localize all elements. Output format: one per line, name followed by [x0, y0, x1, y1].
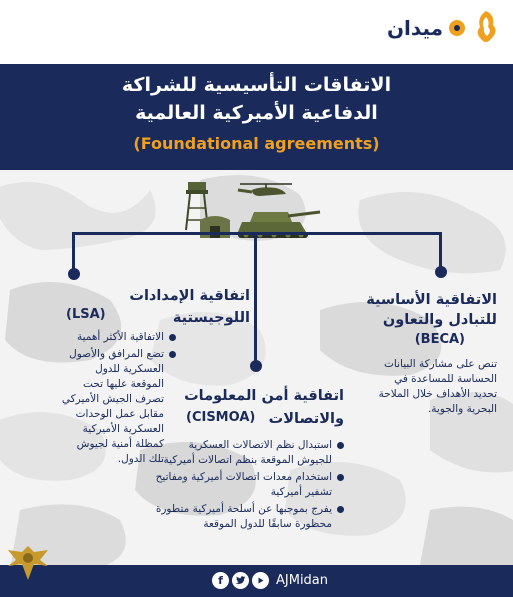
connector-center-vertical — [254, 232, 257, 364]
lsa-heading-2: اللوجيستية — [172, 310, 250, 326]
connector-dot-left — [68, 268, 80, 280]
facebook-icon[interactable]: f — [212, 572, 229, 589]
lsa-heading-1: اتفاقية الإمدادات — [129, 288, 250, 304]
brand-logo[interactable] — [387, 8, 501, 48]
list-item: يفرج بموجبها عن أسلحة أميركية متطورة محظورة سابقًا للدول الموقعة — [152, 502, 344, 532]
social-links — [212, 572, 328, 589]
bullet-icon — [169, 334, 176, 341]
bullet-icon — [169, 351, 176, 358]
eagle-emblem-icon — [4, 540, 52, 590]
header-banner — [0, 64, 513, 170]
youtube-icon[interactable] — [252, 572, 269, 589]
list-item: استخدام معدات اتصالات أميركية ومفاتيح تشفير أميركية — [152, 470, 344, 500]
title-english: (Foundational agreements) — [133, 134, 380, 153]
cismoa-abbreviation: (CISMOA) — [186, 410, 256, 425]
target-icon — [449, 20, 465, 36]
beca-heading-2: للتبادل والتعاون — [382, 312, 497, 328]
bullet-icon — [337, 474, 344, 481]
top-bar — [0, 0, 513, 64]
cismoa-bullet-list — [152, 438, 344, 534]
lsa-abbreviation: (LSA) — [66, 307, 106, 322]
cismoa-heading-1: اتفاقية أمن المعلومات — [184, 388, 344, 404]
bullet-icon — [337, 442, 344, 449]
connector-dot-center — [250, 360, 262, 372]
title-line-2: الدفاعية الأميركية العالمية — [135, 102, 378, 124]
twitter-icon[interactable] — [232, 572, 249, 589]
beca-abbreviation: (BECA) — [414, 332, 465, 347]
beca-heading-1: الاتفاقية الأساسية — [366, 292, 497, 308]
connector-right-vertical — [439, 232, 442, 270]
brand-name: ميدان — [386, 16, 443, 40]
beca-description: تنص على مشاركة البيانات الحساسة للمساعدة في تحديد الأهداف خلال الملاحة البحرية والجوية. — [378, 358, 497, 415]
cismoa-heading-2: والاتصالات — [268, 411, 344, 427]
connector-dot-right — [435, 266, 447, 278]
helicopter-icon — [238, 184, 292, 196]
list-item: استبدال نظم الاتصالات العسكرية للجيوش الموقعة بنظم اتصالات أميركية — [152, 438, 344, 468]
footer-bar — [0, 565, 513, 597]
list-item: تضع المرافق والأصول العسكرية للدول الموقعة عليها تحت تصرف الجيش الأميركي مقابل عمل الوحدات العسكرية الأميركية كمظلة أمنية لجيوش تلك الدول. — [60, 347, 176, 467]
bullet-icon — [337, 506, 344, 513]
social-handle[interactable]: AJMidan — [276, 573, 329, 588]
connector-left-vertical — [72, 232, 75, 272]
connector-horizontal — [72, 232, 442, 235]
aljazeera-logo-icon — [471, 9, 501, 47]
list-item: الاتفاقية الأكثر أهمية — [60, 330, 176, 345]
title-line-1: الاتفاقات التأسيسية للشراكة — [121, 74, 392, 96]
